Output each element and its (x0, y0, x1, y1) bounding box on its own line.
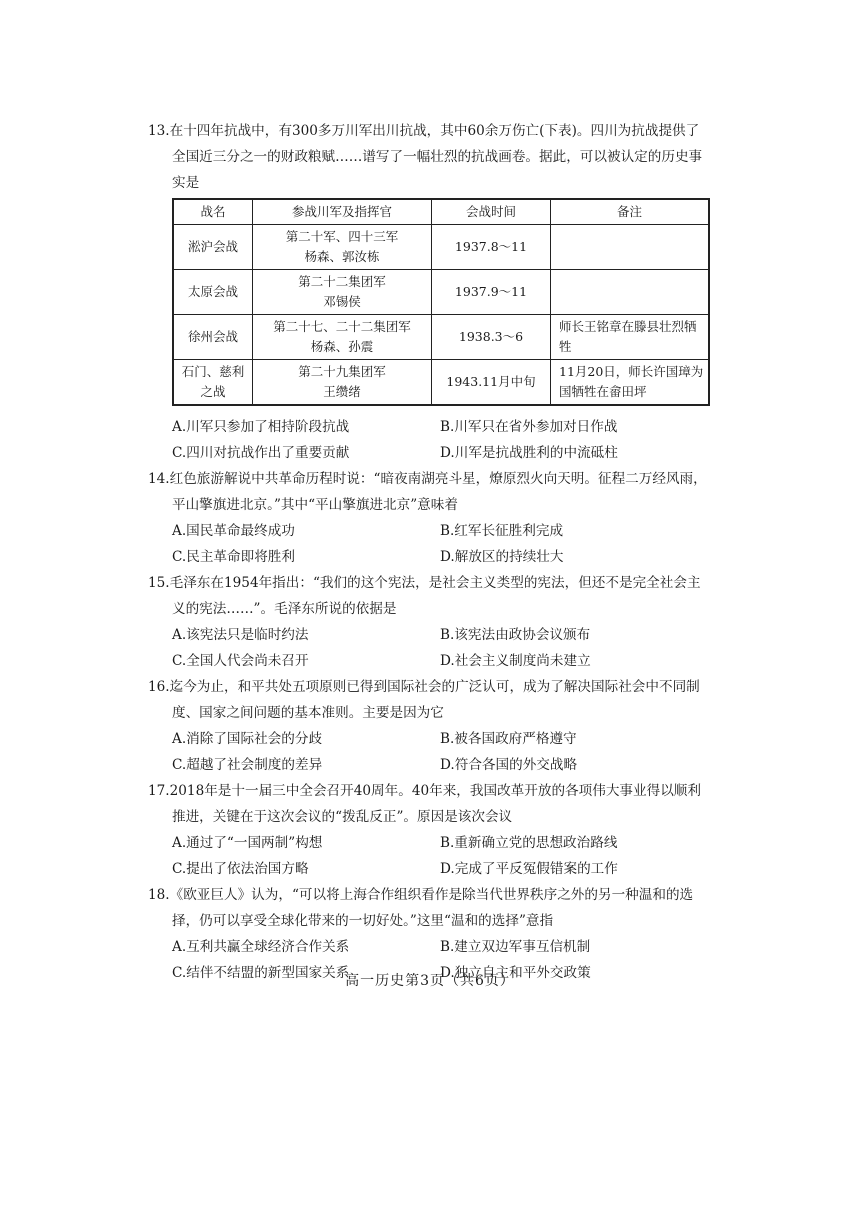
option-a[interactable]: A.川军只参加了相持阶段抗战 (172, 419, 350, 435)
question-stem: 16.迄今为止，和平共处五项原则已得到国际社会的广泛认可，成为了解决国际社会中不同制度、国家之间问题的基本准则。主要是因为它 (148, 679, 700, 721)
option-d[interactable]: D.符合各国的外交战略 (440, 757, 578, 773)
question-stem: 14.红色旅游解说中共革命历程时说：“暗夜南湖亮斗星，燎原烈火向天明。征程二万经风雨，平山擎旗进北京。”其中“平山擎旗进北京”意味着 (148, 471, 707, 513)
question-15 (148, 570, 708, 674)
battle-army: 第二十七、二十二集团军 (273, 319, 411, 334)
question-stem: 17.2018年是十一届三中全会召开40周年。40年来，我国改革开放的各项伟大事业得以顺利推进，关键在于这次会议的“拨乱反正”。原因是该次会议 (148, 783, 701, 825)
question-stem: 15.毛泽东在1954年指出：“我们的这个宪法，是社会主义类型的宪法，但还不是完全社会主义的宪法……”。毛泽东所说的依据是 (148, 575, 701, 617)
battle-army: 第二十二集团军 (298, 274, 386, 289)
table-row (173, 270, 709, 315)
battle-time: 1943.11月中旬 (432, 360, 551, 406)
battle-army-cell (253, 225, 432, 270)
option-a[interactable]: A.互利共赢全球经济合作关系 (172, 939, 350, 955)
battle-army-cell (253, 270, 432, 315)
option-c[interactable]: C.四川对抗战作出了重要贡献 (172, 445, 350, 461)
option-list (172, 726, 708, 778)
battle-army-cell (253, 315, 432, 360)
battle-army: 第二十九集团军 (298, 364, 386, 379)
table-row (173, 315, 709, 360)
table-header: 备注 (551, 199, 710, 225)
option-list (172, 622, 708, 674)
question-stem: 18.《欧亚巨人》认为，“可以将上海合作组织看作是除当代世界秩序之外的另一种温和的选择，仍可以享受全球化带来的一切好处。”这里“温和的选择”意指 (148, 887, 694, 929)
battle-army: 第二十军、四十三军 (285, 229, 399, 244)
option-d[interactable]: D.川军是抗战胜利的中流砥柱 (440, 445, 618, 461)
option-list (172, 414, 708, 466)
battle-commander: 杨森、郭汝栋 (304, 249, 380, 264)
option-d[interactable]: D.独立自主和平外交政策 (440, 965, 591, 981)
option-b[interactable]: B.被各国政府严格遵守 (440, 731, 577, 747)
battle-table (172, 198, 710, 406)
page-footer: 高一历史第3页（共6页） (345, 973, 515, 989)
option-b[interactable]: B.重新确立党的思想政治路线 (440, 835, 618, 851)
question-16 (148, 674, 708, 778)
question-13 (148, 118, 708, 466)
option-a[interactable]: A.通过了“一国两制”构想 (172, 835, 323, 851)
table-header: 战名 (173, 199, 253, 225)
question-17 (148, 778, 708, 882)
option-c[interactable]: C.提出了依法治国方略 (172, 861, 309, 877)
option-b[interactable]: B.红军长征胜利完成 (440, 523, 564, 539)
option-d[interactable]: D.社会主义制度尚未建立 (440, 653, 591, 669)
table-row (173, 360, 709, 406)
battle-army-cell (253, 360, 432, 406)
battle-name: 徐州会战 (173, 315, 253, 360)
table-row (173, 225, 709, 270)
option-a[interactable]: A.消除了国际社会的分歧 (172, 731, 323, 747)
battle-note (551, 270, 710, 315)
battle-note: 师长王铭章在滕县壮烈牺牲 (551, 315, 710, 360)
battle-time: 1938.3～6 (432, 315, 551, 360)
question-list (148, 118, 708, 986)
battle-name: 石门、慈利之战 (173, 360, 253, 406)
question-14 (148, 466, 708, 570)
battle-note (551, 225, 710, 270)
table-header: 会战时间 (432, 199, 551, 225)
option-c[interactable]: C.民主革命即将胜利 (172, 549, 295, 565)
battle-commander: 王缵绪 (323, 384, 361, 399)
battle-commander: 杨森、孙震 (310, 339, 374, 354)
table-header: 参战川军及指挥官 (253, 199, 432, 225)
option-c[interactable]: C.超越了社会制度的差异 (172, 757, 323, 773)
option-a[interactable]: A.该宪法只是临时约法 (172, 627, 309, 643)
option-list (172, 830, 708, 882)
option-b[interactable]: B.建立双边军事互信机制 (440, 939, 591, 955)
option-c[interactable]: C.结伴不结盟的新型国家关系 (172, 965, 350, 981)
battle-commander: 邓锡侯 (323, 294, 361, 309)
option-d[interactable]: D.解放区的持续壮大 (440, 549, 564, 565)
battle-time: 1937.8～11 (432, 225, 551, 270)
option-b[interactable]: B.该宪法由政协会议颁布 (440, 627, 591, 643)
battle-time: 1937.9～11 (432, 270, 551, 315)
battle-name: 淞沪会战 (173, 225, 253, 270)
question-stem: 13.在十四年抗战中，有300多万川军出川抗战，其中60余万伤亡(下表)。四川为抗战提供了全国近三分之一的财政粮赋……谱写了一幅壮烈的抗战画卷。据此，可以被认定的历史事实是 (148, 123, 703, 191)
option-b[interactable]: B.川军只在省外参加对日作战 (440, 419, 618, 435)
option-list (172, 518, 708, 570)
option-a[interactable]: A.国民革命最终成功 (172, 523, 295, 539)
option-c[interactable]: C.全国人代会尚未召开 (172, 653, 309, 669)
option-d[interactable]: D.完成了平反冤假错案的工作 (440, 861, 618, 877)
battle-note: 11月20日，师长许国璋为国牺牲在畲田坪 (551, 360, 710, 406)
battle-name: 太原会战 (173, 270, 253, 315)
table-header-row (173, 199, 709, 225)
